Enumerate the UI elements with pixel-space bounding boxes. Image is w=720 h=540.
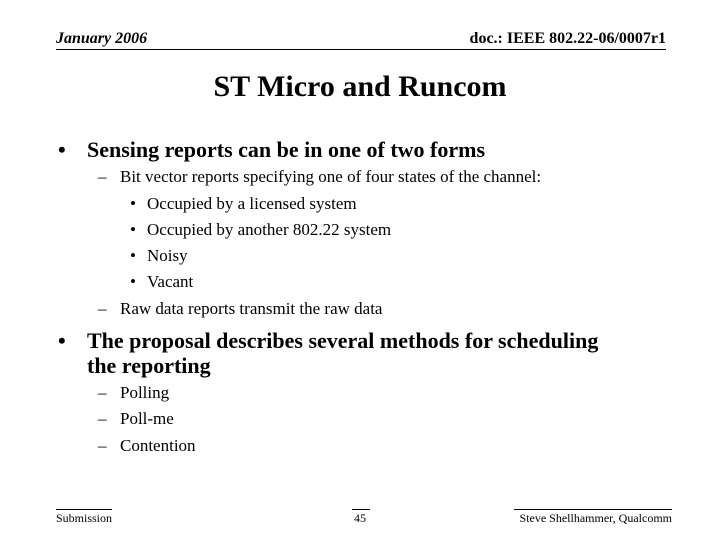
bullet-1-sub-1-text: Bit vector reports specifying one of four states of the channel:	[120, 167, 542, 186]
bullet-2-text-line-1: The proposal describes several methods for scheduling	[87, 328, 599, 353]
slide-title: ST Micro and Runcom	[213, 70, 507, 103]
bullet-1-sub-1-mark: –	[98, 167, 107, 186]
footer-rule-center	[352, 509, 370, 510]
bullet-2-sub-3-mark: –	[98, 436, 107, 455]
footer-submission: Submission	[56, 511, 113, 525]
item-mark: •	[130, 220, 136, 239]
bullet-1-text: Sensing reports can be in one of two forms	[87, 137, 486, 162]
footer-page-number: 45	[354, 511, 366, 525]
header-rule	[56, 49, 666, 50]
item-text: Noisy	[147, 246, 188, 265]
bullet-2-sub-2-text: Poll-me	[120, 409, 174, 428]
bullet-2-sub-1-text: Polling	[120, 383, 170, 402]
item-mark: •	[130, 194, 136, 213]
item-text: Occupied by a licensed system	[147, 194, 357, 213]
bullet-2-sub-2-mark: –	[98, 409, 107, 428]
header-doc-id: doc.: IEEE 802.22-06/0007r1	[469, 30, 666, 47]
header-date: January 2006	[56, 30, 148, 47]
bullet-1-mark: •	[58, 137, 66, 162]
bullet-2-text-line-2: the reporting	[87, 353, 211, 378]
bullet-1-sub-2-text: Raw data reports transmit the raw data	[120, 299, 383, 318]
item-mark: •	[130, 272, 136, 291]
item-text: Occupied by another 802.22 system	[147, 220, 392, 239]
footer-rule-right	[514, 509, 672, 510]
item-mark: •	[130, 246, 136, 265]
bullet-2-sub-3-text: Contention	[120, 436, 196, 455]
footer-rule-left	[56, 509, 112, 510]
item-text: Vacant	[147, 272, 194, 291]
bullet-1-sub-2-mark: –	[98, 299, 107, 318]
bullet-2-mark: •	[58, 328, 66, 353]
bullet-2-sub-1-mark: –	[98, 383, 107, 402]
footer-author: Steve Shellhammer, Qualcomm	[519, 511, 672, 525]
